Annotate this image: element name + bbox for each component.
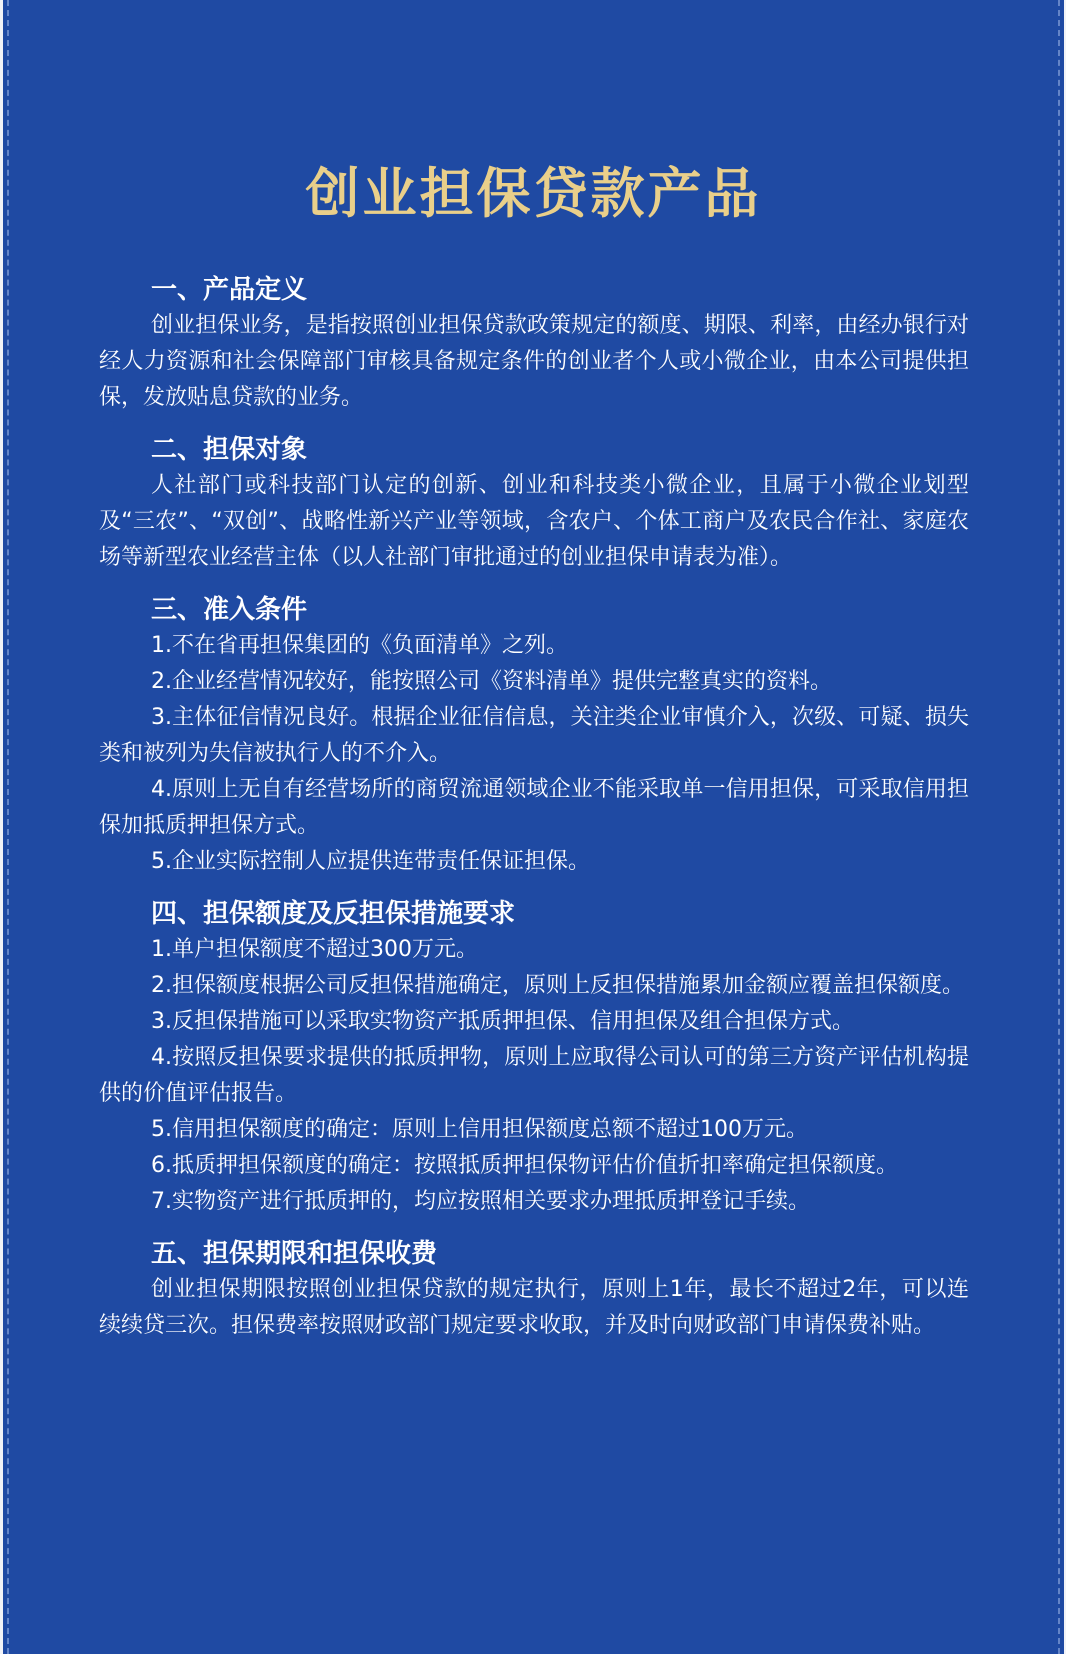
section-paragraph: 4.按照反担保要求提供的抵质押物，原则上应取得公司认可的第三方资产评估机构提供的价值评估报告。 [99, 1045, 969, 1106]
section-paragraph: 2.担保额度根据公司反担保措施确定，原则上反担保措施累加金额应覆盖担保额度。 [151, 973, 964, 998]
section-product-definition [99, 272, 969, 416]
section-paragraph: 2.企业经营情况较好，能按照公司《资料清单》提供完整真实的资料。 [151, 669, 832, 694]
section-paragraph: 创业担保业务，是指按照创业担保贷款政策规定的额度、期限、利率，由经办银行对经人力资源和社会保障部门审核具备规定条件的创业者个人或小微企业，由本公司提供担保，发放贴息贷款的业务。 [99, 313, 969, 410]
section-paragraph: 创业担保期限按照创业担保贷款的规定执行，原则上1年，最长不超过2年，可以连续续贷三次。担保费率按照财政部门规定要求收取，并及时向财政部门申请保费补贴。 [99, 1277, 969, 1338]
section-guarantee-target [99, 432, 969, 576]
section-paragraph: 7.实物资产进行抵质押的，均应按照相关要求办理抵质押登记手续。 [151, 1189, 810, 1214]
left-dashed-border [7, 0, 9, 1654]
section-guarantee-amount [99, 896, 969, 1220]
right-dashed-border [1058, 0, 1060, 1654]
section-paragraph: 人社部门或科技部门认定的创新、创业和科技类小微企业，且属于小微企业划型及“三农”、“双创”、战略性新兴产业等领域，含农户、个体工商户及农民合作社、家庭农场等新型农业经营主体（以人社部门审批通过的创业担保申请表为准）。 [99, 473, 969, 570]
poster [3, 0, 1064, 1654]
section-heading: 二、担保对象 [151, 435, 308, 465]
section-heading: 四、担保额度及反担保措施要求 [151, 899, 516, 929]
content-body [99, 272, 969, 1344]
section-admission-conditions [99, 592, 969, 880]
page-title: 创业担保贷款产品 [305, 162, 762, 225]
section-paragraph: 1.单户担保额度不超过300万元。 [151, 937, 478, 962]
section-paragraph: 3.主体征信情况良好。根据企业征信信息，关注类企业审慎介入，次级、可疑、损失类和被列为失信被执行人的不介入。 [99, 705, 969, 766]
section-paragraph: 3.反担保措施可以采取实物资产抵质押担保、信用担保及组合担保方式。 [151, 1009, 854, 1034]
section-paragraph: 5.企业实际控制人应提供连带责任保证担保。 [151, 849, 590, 874]
section-heading: 一、产品定义 [151, 275, 308, 305]
section-paragraph: 4.原则上无自有经营场所的商贸流通领域企业不能采取单一信用担保，可采取信用担保加抵质押担保方式。 [99, 777, 969, 838]
section-term-and-fees [99, 1236, 969, 1344]
section-heading: 五、担保期限和担保收费 [151, 1239, 438, 1269]
section-paragraph: 6.抵质押担保额度的确定：按照抵质押担保物评估价值折扣率确定担保额度。 [151, 1153, 898, 1178]
section-paragraph: 5.信用担保额度的确定：原则上信用担保额度总额不超过100万元。 [151, 1117, 808, 1142]
section-heading: 三、准入条件 [151, 595, 308, 625]
section-paragraph: 1.不在省再担保集团的《负面清单》之列。 [151, 633, 568, 658]
